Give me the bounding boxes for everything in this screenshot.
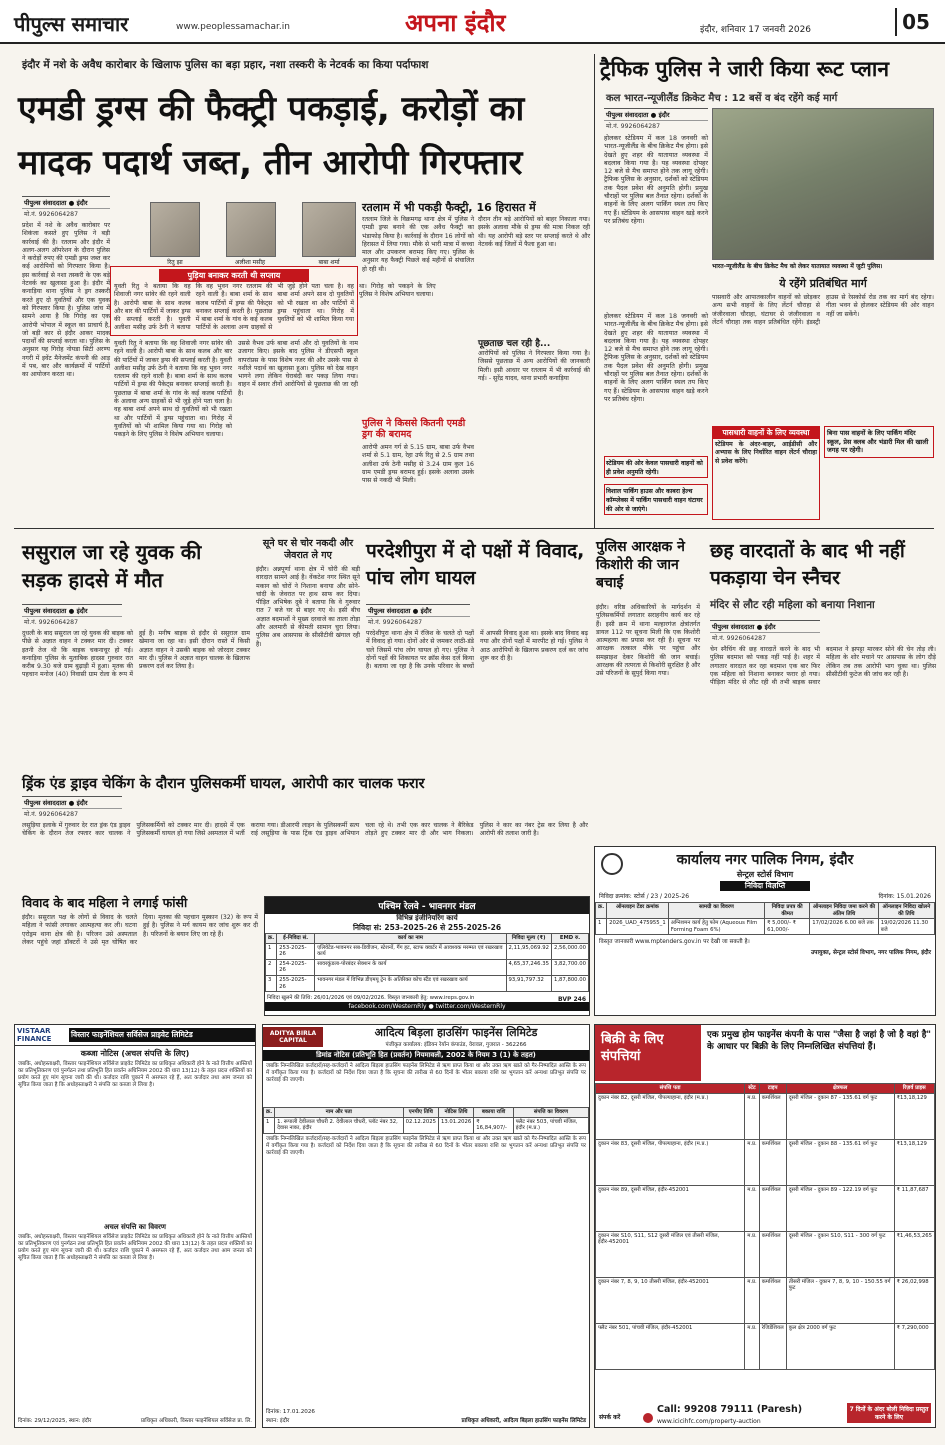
table-row [596, 1323, 935, 1369]
municipal-signature: उपायुक्त, सेन्ट्रल स्टोर्स विभाग, नगर पालिक निगम, इंदौर [810, 950, 931, 957]
chain-headline: छह वारदातों के बाद भी नहीं पकड़ाया चेन स्नैचर [710, 540, 905, 589]
railway-tender: निविदा सं: 253-2025-26 से 255-2025-26 [352, 923, 502, 932]
icici-url[interactable]: www.icicihfc.com/property-auction [657, 1418, 761, 1425]
railway-ad [264, 896, 590, 1016]
table-header-cell: ऑनलाइन टेंडर क्रमांक [607, 903, 669, 919]
website-link[interactable]: www.peoplessamachar.in [176, 22, 290, 32]
aditya-date: दिनांक: 17.01.2026 [266, 1409, 315, 1415]
drink-headline: ड्रिंक एंड ड्राइव चेकिंग के दौरान पुलिसकर्मी घायल, आरोपी कार चालक फरार [22, 776, 425, 792]
table-cell: म.प्र. [745, 1185, 760, 1231]
table-cell: म.प्र. [745, 1139, 760, 1185]
table-row [596, 1139, 935, 1185]
table-header-cell: निविदा मूल्य (₹) [506, 934, 551, 944]
table-cell: 93,91,797.32 [506, 975, 551, 991]
ratlam-text: रतलाम जिले के विक्रमगढ़ थाना क्षेत्र में पुलिस ने एमडी ड्रग्स बनाने की एक अवैध फैक्ट्री का भंडाफोड़ किया है। कार्रवाई के दौरान 16 लोगों को हिरासत में लिया गया। मौके से भारी मात्रा में कच्चा माल और उपकरण बरामद किए गए। पुलिस के अनुसार यह फैक्ट्री पिछले कई महीनों से संचालित हो रही थी। [362, 216, 474, 273]
table-row [266, 959, 589, 975]
drink-mobile: मो.नं. 9926064287 [24, 811, 79, 818]
icici-ad [594, 1024, 936, 1428]
clash-headline: परदेशीपुरा में दो पक्षों में विवाद, पांच लोग घायल [366, 540, 585, 589]
table-cell: 17/02/2026 6.00 बजे तक [810, 919, 878, 935]
table-cell: 2,11,95,069.92 [506, 943, 551, 959]
traffic-box-text: स्टेडियम के अंदर-बाहर, आईडीसी और अभ्यास के लिए निर्धारित वाहन लेंटर्न चौराहा से प्रवेश करेंगे। [715, 441, 817, 465]
table-header-cell: संपत्ति पता [596, 1084, 745, 1094]
table-cell: ₹ 11,87,687 [894, 1185, 934, 1231]
table-header-cell: संपत्ति का विवरण [513, 1108, 588, 1118]
table-header-cell: क्र. [596, 903, 607, 919]
rescue-headline: पुलिस आरक्षक ने किशोरी की जान बचाई [596, 539, 685, 591]
icici-table [595, 1083, 935, 1370]
vistaar-ad [14, 1024, 256, 1428]
vistaar-place: दिनांक: 29/12/2025, स्थान: इंदौर [18, 1418, 92, 1424]
traffic-photo [712, 108, 934, 260]
suicide-headline: विवाद के बाद महिला ने लगाई फांसी [22, 895, 188, 910]
table-header-cell: EMD रु. [551, 934, 588, 944]
icici-phone[interactable]: Call: 99208 79111 (Paresh) [657, 1404, 803, 1415]
table-cell: म.प्र. [745, 1231, 760, 1277]
municipal-ref: निविदा क्रमांक: स्टोर्स / 23 / 2025-26 [599, 893, 690, 900]
aditya-ad [262, 1024, 590, 1428]
theft-text: इंदौर। अन्नपूर्णा थाना क्षेत्र में चोरी की बड़ी वारदात सामने आई है। वेंकटेश नगर स्थित सूने मकान को चोरों ने निशाना बनाया और सोने-चांदी के जेवरात पर हाथ साफ कर दिया। पीड़ित अभिषेक दुबे ने बताया कि वे गुरुवार रात 7 बजे घर से बाहर गए थे। इसी बीच अज्ञात बदमाशों ने मुख्य दरवाजे का ताला तोड़ा और अलमारी से कीमती सामान चुरा लिया। पुलिस अब आसपास के सीसीटीवी खंगाल रही है। [256, 566, 360, 648]
brand-logo: पीपुल्स समाचार [14, 12, 129, 36]
table-cell: 3 [266, 975, 277, 991]
table-cell: 253-2025-26 [277, 943, 315, 959]
traffic-byline: पीपुल्स संवाददाता ● इंदौर [604, 108, 708, 121]
table-cell: 2,56,000.00 [551, 943, 588, 959]
municipal-subtitle: सेन्ट्रल स्टोर्स विभाग [736, 870, 794, 879]
municipal-notice: निविदा विज्ञप्ति [720, 881, 810, 891]
aditya-text-2: जबकि निम्नलिखित कर्जदारों/सह-कर्जदारों ने आदित्य बिड़ला हाउसिंग फाइनेंस लिमिटेड से ऋण प्राप्त किया था और उक्त ऋण खाते को गैर-निष्पादित आस्ति के रूप में वर्गीकृत किया गया है। कर्जदारों को निर्देश दिया जाता है कि सूचना की तारीख से 60 दिनों के भीतर बकाया राशि का भुगतान करें अन्यथा प्रतिभूत संपत्ति पर कार्रवाई की जाएगी। [266, 1135, 586, 1156]
table-cell: ₹ 26,02,998 [894, 1277, 934, 1323]
traffic-deck: कल भारत-न्यूजीलैंड क्रिकेट मैच : 12 बसें व बंद रहेंगे कई मार्ग [606, 93, 838, 104]
table-cell: तीसरी मंजिल - दुकान 7, 8, 9, 10 - 150.55 वर्ग फुट [786, 1277, 894, 1323]
vistaar-logo: VISTAAR FINANCE [17, 1027, 52, 1043]
aditya-company: आदित्य बिड़ला हाउसिंग फाइनेंस लिमिटेड [374, 1026, 538, 1039]
dateline: इंदौर, शनिवार 17 जनवरी 2026 [700, 25, 812, 35]
table-cell: एलिवेटेड-भावनगर सब-डिवीजन, स्टेशनों, गैंग हट, स्टाफ क्वार्टर में आवश्यक मरम्मत एवं रखरखाव कार्य [315, 943, 506, 959]
table-header-cell: ऑनलाइन निविदा जमा करने की अंतिम तिथि [810, 903, 878, 919]
vistaar-sign: प्राधिकृत अधिकारी, विस्तार फाइनेंशियल सर्विसेज प्रा. लि. [140, 1418, 252, 1424]
table-cell: फ्लैट नंबर 501, पांचवी मंजिल, इंदौर-452001 [596, 1323, 745, 1369]
table-cell: कमर्शियल [759, 1185, 786, 1231]
theft-headline: सूने घर से चोर नकदी और जेवरात ले गए [262, 538, 354, 561]
table-cell: दूसरी मंजिल - दुकान 87 - 135.61 वर्ग फुट [786, 1093, 894, 1139]
emblem-icon [601, 853, 623, 875]
table-header-cell: सामग्री का विवरण [668, 903, 764, 919]
table-row [596, 1277, 935, 1323]
rescue-text: इंदौर। वरिष्ठ अधिकारियों के मार्गदर्शन में पुलिसकर्मियों लगातार सराहनीय कार्य कर रहे हैं। इसी क्रम में थाना मल्हारगंज क्षेत्रांतर्गत डायल 112 पर सूचना मिली कि एक किशोरी आत्महत्या का प्रयास कर रही है। सूचना पर आरक्षक तत्काल मौके पर पहुंचा और समझाइश देकर किशोरी की जान बचाई। आरक्षक की तत्परता से किशोरी सुरक्षित है और उसे परिजनों के सुपुर्द किया गया। [596, 604, 700, 678]
table-cell: 255-2025-26 [277, 975, 315, 991]
accident-mobile: मो.नं. 9926064287 [24, 619, 79, 626]
table-header-cell: ऑनलाइन निविदा खोलने की तिथि [878, 903, 934, 919]
table-cell: 13.01.2026 [438, 1117, 473, 1133]
table-cell: कमर्शियल [759, 1277, 786, 1323]
seized-head: पुलिस ने किससे कितनी एमडी ड्रग की बरामद [362, 418, 466, 440]
table-header-cell: नोटिस तिथि [438, 1108, 473, 1118]
table-cell: दूसरी मंजिल - दुकान 88 - 135.61 वर्ग फुट [786, 1139, 894, 1185]
table-cell: सावरकुंडला-पोरबंदर सेक्शन के कार्य [315, 959, 506, 975]
table-row [266, 943, 589, 959]
table-cell: अग्निशमन कार्य हेतु फोम (Aqueous Film Forming Foam 6%) [668, 919, 764, 935]
traffic-text: होलकर स्टेडियम में कल 18 जनवरी को भारत-न्यूजीलैंड के बीच क्रिकेट मैच होगा। इसे देखते हुए शहर की यातायात व्यवस्था में बदलाव किया गया है। यह व्यवस्था दोपहर 12 बजे से मैच समाप्त होने तक लागू रहेगी। ट्रैफिक पुलिस के अनुसार, दर्शकों को स्टेडियम तक पैदल प्रवेश की अनुमति होगी। प्रमुख चौराहों पर पुलिस बल तैनात रहेगा। दर्शकों के वाहनों के लिए अलग पार्किंग स्थल तय किए गए हैं। स्टेडियम के आसपास वाहन खड़े करने पर प्रतिबंध रहेगा। [604, 134, 708, 225]
vistaar-text-2: जबकि, अधोहस्ताक्षरी, विस्तार फाइनेंशियल सर्विसेज प्राइवेट लिमिटेड का प्राधिकृत अधिकारी होने के नाते वित्तीय आस्तियों का प्रतिभूतिकरण एवं पुनर्गठन तथा प्रतिभूति हित प्रवर्तन अधिनियम 2002 की धारा 13(12) के तहत प्रदत्त शक्तियों का प्रयोग करते हुए मांग सूचना जारी की थी। कर्जदार राशि चुकाने में असफल रहे हैं, अतः कर्जदार तथा आम जनता को सूचित किया जाता है कि अधोहस्ताक्षरी ने संपत्ति का कब्जा ले लिया है। [18, 1234, 253, 1261]
table-cell: ₹1,46,53,265 [894, 1231, 934, 1277]
lead-byline: पीपुल्स संवाददाता ● इंदौर [22, 196, 110, 209]
section-title: अपना इंदौर [405, 9, 506, 37]
photo-caption-1: रितु झा [167, 259, 183, 266]
table-cell: ₹13,18,129 [894, 1093, 934, 1139]
railway-table [265, 933, 589, 992]
railway-title: विभिन्न इंजीनियरिंग कार्य [396, 914, 458, 922]
table-cell: ₹ 7,290,000 [894, 1323, 934, 1369]
column-divider [594, 54, 595, 528]
vistaar-text: जबकि, अधोहस्ताक्षरी, विस्तार फाइनेंशियल सर्विसेज प्राइवेट लिमिटेड का प्राधिकृत अधिकारी होने के नाते वित्तीय आस्तियों का प्रतिभूतिकरण एवं पुनर्गठन तथा प्रतिभूति हित प्रवर्तन अधिनियम 2002 की धारा 13(12) के तहत प्रदत्त शक्तियों का प्रयोग करते हुए मांग सूचना जारी की थी। कर्जदार राशि चुकाने में असफल रहे हैं, अतः कर्जदार तथा आम जनता को सूचित किया जाता है कि अधोहस्ताक्षरी ने संपत्ति का कब्जा ले लिया है। [18, 1061, 253, 1088]
table-cell: दूसरी मंजिल - दुकान S10, S11 - 300 वर्ग फुट [786, 1231, 894, 1277]
table-row [596, 1185, 935, 1231]
lead-box-title: पुड़िया बनाकर करती थी सप्लाय [159, 269, 309, 282]
table-cell: दुकान नंबर 82, दूसरी मंजिल, पीपल्याहाना, इंदौर (म.प्र.) [596, 1093, 745, 1139]
table-cell: 19/02/2026 11.30 बजे [878, 919, 934, 935]
table-cell: रेजिडेंशियल [759, 1323, 786, 1369]
drink-byline: पीपुल्स संवाददाता ● इंदौर [22, 796, 122, 809]
clash-byline: पीपुल्स संवाददाता ● इंदौर [366, 604, 470, 617]
aditya-sign: प्राधिकृत अधिकारी, आदित्य बिड़ला हाउसिंग फाइनेंस लिमिटेड [461, 1418, 586, 1424]
chain-mobile: मो.नं. 9926064287 [712, 635, 767, 642]
table-cell: कुल क्षेत्र 2000 वर्ग फुट [786, 1323, 894, 1369]
vistaar-company: विस्तार फाइनेंशियल सर्विसेज प्राइवेट लिमिटेड [69, 1028, 255, 1042]
table-cell: 1 [264, 1117, 275, 1133]
table-cell: फ्लैट नंबर 503, पांचवी मंजिल, इंदौर (म.प्र.) [513, 1117, 588, 1133]
municipal-date: दिनांक: 15.01.2026 [878, 893, 931, 900]
accident-headline: ससुराल जा रहे युवक की सड़क हादसे में मौत [22, 540, 202, 592]
aditya-table [263, 1107, 589, 1134]
page-number: 05 [895, 8, 935, 36]
table-cell: दुकान नंबर 7, 8, 9, 10 तीसरी मंजिल, इंदौर-452001 [596, 1277, 745, 1323]
municipal-title: कार्यालय नगर पालिक निगम, इंदौर [676, 852, 854, 868]
aditya-notice: डिमांड नोटिस (प्रतिभूति हित (प्रवर्तन) नियमावली, 2002 के नियम 3 (1) के तहत) [263, 1050, 589, 1061]
accident-byline: पीपुल्स संवाददाता ● इंदौर [22, 604, 122, 617]
clash-mobile: मो.नं. 9926064287 [368, 619, 423, 626]
suicide-text: इंदौर। ससुराल पक्ष के लोगों से विवाद के चलते महिला ने फांसी लगाकर आत्महत्या कर ली। घटना एरोड्रम थाना क्षेत्र की है। परिजन उसे अस्पताल लेकर पहुंचे जहां डॉक्टरों ने उसे मृत घोषित कर दिया। मृतका की पहचान मुस्कान (32) के रूप में हुई है। पुलिस ने मर्ग कायम कर जांच शुरू कर दी है। परिजनों के बयान लिए जा रहे हैं। [22, 914, 258, 946]
table-cell: 1,87,800.00 [551, 975, 588, 991]
chain-deck: मंदिर से लौट रही महिला को बनाया निशाना [710, 599, 875, 611]
photo-caption-3: बाबा शर्मा [318, 259, 340, 266]
traffic-photo-caption: भारत-न्यूजीलैंड के बीच क्रिकेट मैच को लेकर यातायात व्यवस्था में जुटी पुलिस। [712, 263, 883, 270]
table-cell: 1 [596, 919, 607, 935]
table-cell: 02.12.2025 [403, 1117, 438, 1133]
table-cell: दुकान नंबर S10, S11, S12 दूसरी मंजिल एवं तीसरी मंजिल, इंदौर-452001 [596, 1231, 745, 1277]
table-cell: म.प्र. [745, 1323, 760, 1369]
table-cell: ₹ 16,84,907/- [474, 1117, 514, 1133]
aditya-place: स्थान: इंदौर [266, 1418, 290, 1424]
icici-tag: 7 दिनों के अंदर बोली निविदा प्रस्तुत करने के लिए [847, 1403, 931, 1423]
table-cell: म.प्र. [745, 1093, 760, 1139]
table-row [266, 975, 589, 991]
lead-col1: प्रदेश में नशे के अवैध कारोबार पर शिकंजा कसते हुए पुलिस ने बड़ी कार्रवाई की है। रतलाम और इंदौर में अलग-अलग ऑपरेशन के दौरान पुलिस ने करोड़ों रुपए की एमडी ड्रग्स जब्त कर कई आरोपियों को गिरफ्तार किया है। इस कार्रवाई से नशा तस्करी के एक बड़े नेटवर्क का खुलासा हुआ है। इंदौर में कनाड़िया थाना पुलिस ने ड्रग तस्करी करते हुए दो युवतियों और एक युवक को गिरफ्तार किया है। पुलिस जांच में सामने आया है कि गिरोह का एक आरोपी भोपाल में स्कूल का प्राचार्य है, जो बड़ी कार से इंदौर आकर मादक पदार्थों की सप्लाई करता था। पुलिस के अनुसार यह गिरोह नोयडा सिटी अरण्य नगरी में इवेंट मैनेजमेंट कंपनी की आड़ में पब, बार और कार्यक्रमों में पार्टियों का आयोजन करता था। [22, 222, 110, 379]
traffic-headline: ट्रैफिक पुलिस ने जारी किया रूट प्लान [600, 57, 889, 81]
lead-col2: युवती रितु ने बताया कि वह शिवाजी नगर सांवेर की रहने वाली है। आरोपी बाबा के साथ कलब और बार की पार्टियों में जाकर ड्रग्स की सप्लाई करती है। युवती अलीशा मसीह उर्फ ठेनी ने बताया कि वह भुवन नगर रतलाम की रहने वाली है। बाबा शर्मा के साथ कलब पार्टियों में ड्रग्स की पैकेट्स बनाकर सप्लाई करती है। पूछताछ में बाबा शर्मा के गांव के कई कलब पार्टियों के अलावा अन्य ग्राहकों से भी जुड़े होने पता चला है। वह बाबा शर्मा अपने साथ दो युवतियों को भी रखता था और पार्टियों में ड्रग्स पहुंचाता था। गिरोह में युवतियों को भी शामिल किया गया था। गिरोह को पकड़ने के लिए पुलिस ने विशेष अभियान चलाया। [114, 340, 232, 439]
table-header-cell: बकाया राशि [474, 1108, 514, 1118]
lead-col5: दौरान तीन बड़े आरोपियों को बाहर निकाला गया। इसके अलावा मौके से ड्रग्स की मात्रा निकल रही थी। यह आरोपी बड़े स्तर पर सप्लाई करते थे और नेटवर्क कई जिलों में फैला हुआ था। [478, 216, 590, 248]
accused-photo-3 [302, 202, 356, 257]
table-cell: कमर्शियल [759, 1093, 786, 1139]
ratlam-head: रतलाम में भी पकड़ी फैक्ट्री, 16 हिरासत में [362, 201, 536, 214]
table-header-cell: स्टेट [745, 1084, 760, 1094]
table-cell: 254-2025-26 [277, 959, 315, 975]
table-row [596, 1093, 935, 1139]
table-cell: दुकान नंबर 89, दूसरी मंजिल, इंदौर-452001 [596, 1185, 745, 1231]
accused-photo-2 [226, 202, 276, 257]
table-cell: 1. रूपाली देवीलाल चौधरी 2. देवीलाल चौधरी, प्लॉट नंबर 32, देवास नाका, इंदौर [275, 1117, 404, 1133]
municipal-table [595, 902, 935, 935]
table-cell: 2026_UAD_475955_1 [607, 919, 669, 935]
table-cell: कमर्शियल [759, 1231, 786, 1277]
table-header-cell: एनपीए तिथि [403, 1108, 438, 1118]
traffic-mobile: मो.नं. 9926064287 [606, 123, 661, 130]
clash-text: परदेशीपुरा थाना क्षेत्र में रंजिश के चलते दो पक्षों में विवाद हो गया। दोनों ओर से जमकर लाठी-डंडे चले जिसमें पांच लोग घायल हो गए। पुलिस ने दोनों पक्षों की शिकायत पर क्रॉस केस दर्ज किया है। बताया जा रहा है कि उनके परिवार के बच्चों में आपसी विवाद हुआ था। इसके बाद विवाद बढ़ गया और दोनों पक्षों में मारपीट हो गई। पुलिस ने आठ आरोपियों के खिलाफ प्रकरण दर्ज कर जांच शुरू कर दी है। [366, 630, 588, 671]
chain-byline: पीपुल्स संवाददाता ● इंदौर [710, 620, 820, 633]
table-header-cell: क्र. [266, 934, 277, 944]
table-row [596, 919, 935, 935]
chain-text: चेन स्नैचिंग की छह वारदातें करने के बाद भी पुलिस बदमाश को पकड़ नहीं पाई है। शहर में लगातार वारदात कर रहा बदमाश एक बार फिर एक महिला को निशाना बनाकर फरार हो गया। पीड़िता मंदिर से लौट रही थी तभी बाइक सवार बदमाश ने झपट्टा मारकर सोने की चेन तोड़ ली। महिला के शोर मचाने पर आसपास के लोग दौड़े लेकिन तब तक आरोपी भाग चुका था। पुलिस सीसीटीवी फुटेज की जांच कर रही है। [710, 646, 936, 687]
accused-photo-1 [150, 202, 200, 257]
interrogation-text: आरोपियों को पुलिस ने गिरफ्तार किया गया है। जिससे पूछताछ में अन्य आरोपियों की जानकारी मिली। इसी आधार पर रतलाम में भी कार्रवाई की गई। - सुरेंद्र यादव, थाना प्रभारी कनाड़िया [478, 350, 590, 382]
table-cell: 2 [266, 959, 277, 975]
railway-code: BVP 246 [558, 996, 586, 1003]
table-header-cell: निविदा प्रपत्र की कीमत [765, 903, 810, 919]
lead-box [110, 266, 436, 336]
icici-intro: एक प्रमुख होम फाइनेंस कंपनी के पास "जैसा है जहां है जो है वहां है" के आधार पर बिक्री के लिए निम्नलिखित संपत्तियां हैं। [707, 1030, 931, 1052]
table-header-cell: रिज़र्व प्राइस [894, 1084, 934, 1094]
railway-social[interactable]: facebook.com/WesternRly ● twitter.com/WesternRly [265, 1002, 589, 1011]
table-row [596, 1231, 935, 1277]
photo-caption-2: अलीशा मसीह [234, 259, 266, 266]
masthead [0, 0, 945, 44]
lead-kicker: इंदौर में नशे के अवैध कारोबार के खिलाफ पुलिस का बड़ा प्रहार, नशा तस्करी के नेटवर्क का किया पर्दाफाश [22, 59, 429, 71]
table-cell: दूसरी मंजिल - दुकान 89 - 122.19 वर्ग फुट [786, 1185, 894, 1231]
table-header-cell: ई-निविदा सं. [277, 934, 315, 944]
traffic-subtext: पासवारी और आपातकालीन वाहनों को छोड़कर अन्य सभी वाहनों के लिए लेंटर्न चौराहा से जंजीरवाला चौराहा, घंटाघर से जंजीरवाला व लेंटर्न चौराहा तक वाहन प्रतिबंधित रहेंगे। इंडस्ट्री हाउस से रेसकोर्स रोड तक का मार्ग बंद रहेगा। गीता भवन से होलकर स्टेडियम की ओर वाहन नहीं जा सकेंगे। [712, 294, 934, 326]
lead-box-text: युवती रितु ने बताया कि वह शिवाजी नगर सांवेर की रहने वाली है। आरोपी बाबा के साथ कलब और बार की पार्टियों में जाकर ड्रग्स की सप्लाई करती है। युवती अलीशा मसीह उर्फ ठेनी ने बताया कि वह भुवन नगर रतलाम की रहने वाली है। बाबा शर्मा के साथ कलब पार्टियों में ड्रग्स की पैकेट्स बनाकर सप्लाई करती है। पूछताछ में बाबा शर्मा के गांव के कई कलब पार्टियों के अलावा अन्य ग्राहकों से भी जुड़े होने पता चला है। वह बाबा शर्मा अपने साथ दो युवतियों को भी रखता था और पार्टियों में ड्रग्स पहुंचाता था। गिरोह में युवतियों को भी शामिल किया गया था। गिरोह को पकड़ने के लिए पुलिस ने विशेष अभियान चलाया। [114, 283, 436, 332]
table-cell: ₹ 5,000/- ₹ 61,000/- [765, 919, 810, 935]
interrogation-head: पूछताछ चल रही है... [478, 339, 551, 349]
traffic-right-bullet: बिना पास वाहनों के लिए पार्किंग मंदिर स्कूल, प्रेस क्लब और भंडारी मिल की खाली जगह पर रहेगी। [824, 426, 934, 458]
table-cell: 1 [266, 943, 277, 959]
table-cell: ₹13,18,129 [894, 1139, 934, 1185]
lead-mobile: मो.नं. 9926064287 [24, 211, 79, 218]
table-cell: 3,82,700.00 [551, 959, 588, 975]
traffic-box-head: पासधारी वाहनों के लिए व्यवस्था [713, 427, 819, 439]
municipal-ad [594, 846, 936, 1016]
table-header-cell: क्षेत्रफल [786, 1084, 894, 1094]
table-cell: कमर्शियल [759, 1139, 786, 1185]
aditya-address: पंजीकृत कार्यालय: इंडियन रेयॉन कंपाउंड, वेरावल, गुजरात - 362266 [385, 1042, 527, 1048]
table-header-cell: नाम और पता [275, 1108, 404, 1118]
vistaar-notice-title: कब्जा नोटिस (अचल संपत्ति के लिए) [80, 1049, 190, 1058]
traffic-box [712, 426, 820, 520]
railway-footer: निविदा खुलने की तिथि: 26/01/2026 एवं 09/02/2026. विस्तृत जानकारी हेतु: www.ireps.gov.in [267, 995, 475, 1002]
table-header-cell: कार्य का नाम [315, 934, 506, 944]
aditya-logo: ADITYA BIRLA CAPITAL [263, 1027, 323, 1047]
traffic-bullet-1: स्टेडियम की ओर केवल पासधारी वाहनों को ही प्रवेश अनुमति रहेगी। [604, 456, 708, 478]
table-cell: भावनगर मंडल में विभिन्न डीएमयू ट्रेन के अतिरिक्त कोच स्टैंड एवं रखरखाव कार्य [315, 975, 506, 991]
table-row [264, 1117, 589, 1133]
municipal-note: विस्तृत जानकारी www.mptenders.gov.in पर देखी जा सकती है। [599, 939, 750, 946]
traffic-bullet-2: विशाल पार्किंग हाउस और काबरा हेल्थ कॉम्प्लेक्स में पार्किंग पासधारी वाहन घंटाघर की ओर से जाएंगे। [604, 484, 708, 515]
table-cell: 4,65,37,246.35 [506, 959, 551, 975]
icici-side-title: बिक्री के लिए संपत्तियां [595, 1025, 701, 1081]
table-cell: म.प्र. [745, 1277, 760, 1323]
section-divider [14, 528, 934, 529]
icici-contact-label: संपर्क करें [599, 1414, 621, 1421]
aditya-text: जबकि निम्नलिखित कर्जदारों/सह-कर्जदारों ने आदित्य बिड़ला हाउसिंग फाइनेंस लिमिटेड से ऋण प्राप्त किया था और उक्त ऋण खाते को गैर-निष्पादित आस्ति के रूप में वर्गीकृत किया गया है। कर्जदारों को निर्देश दिया जाता है कि सूचना की तारीख से 60 दिनों के भीतर बकाया राशि का भुगतान करें अन्यथा प्रतिभूत संपत्ति पर कार्रवाई की जाएगी। [266, 1063, 586, 1083]
railway-org: पश्चिम रेलवे - भावनगर मंडल [265, 897, 589, 914]
table-cell: दुकान नंबर 83, दूसरी मंजिल, पीपल्याहाना, इंदौर (म.प्र.) [596, 1139, 745, 1185]
table-header-cell: टाइप [759, 1084, 786, 1094]
table-header-cell: क्र. [264, 1108, 275, 1118]
traffic-more: होलकर स्टेडियम में कल 18 जनवरी को भारत-न्यूजीलैंड के बीच क्रिकेट मैच होगा। इसे देखते हुए शहर की यातायात व्यवस्था में बदलाव किया गया है। यह व्यवस्था दोपहर 12 बजे से मैच समाप्त होने तक लागू रहेगी। ट्रैफिक पुलिस के अनुसार, दर्शकों को स्टेडियम तक पैदल प्रवेश की अनुमति होगी। प्रमुख चौराहों पर पुलिस बल तैनात रहेगा। दर्शकों के वाहनों के लिए अलग पार्किंग स्थल तय किए गए हैं। स्टेडियम के आसपास वाहन खड़े करने पर प्रतिबंध रहेगा। [604, 312, 708, 403]
phone-icon [643, 1413, 653, 1423]
vistaar-property-head: अचल संपत्ति का विवरण [104, 1223, 166, 1231]
lead-headline: एमडी ड्रग्स की फैक्ट्री पकड़ाई, करोड़ों का मादक पदार्थ जब्त, तीन आरोपी गिरफ्तार [18, 89, 525, 183]
lead-col3: उससे वैभव उर्फ बाबा शर्मा और दो युवतियों के नाम उजागर किए। इसके बाद पुलिस ने डीएसपी स्कूल वापरांप्रस के पास विशेष नजर की और उसके पास से नशीले पदार्थ का खुलासा हुआ। पुलिस को देख वाहन भागने लगा लेकिन घेराबंदी कर पकड़ लिया गया। वाहन में सवार तीनों आरोपियों से पूछताछ की जा रही है। [238, 340, 358, 397]
seized-text: आरोपी अमन गर्ग से 5.15 ग्राम, बाबा उर्फ वैभव शर्मा से 5.1 ग्राम, रेहा उर्फ रितु से 2.5 ग्राम तथा अलीशा उर्फ ठेनी मसीह से 3.24 ग्राम कुल 16 ग्राम एमडी ड्रग्स बरामद हुई। इसके अलावा उसके पास से नकदी भी मिली। [362, 444, 474, 485]
drink-text: लसूड़िया इलाके में गुरुवार देर रात ड्रंक एंड ड्राइव चेकिंग के दौरान तेज रफ्तार कार चालक ने पुलिसकर्मियों को टक्कर मार दी। हादसे में एक पुलिसकर्मी घायल हो गया जिसे अस्पताल में भर्ती कराया गया। डीआरपी लाइन के पुलिसकर्मी सत्य राई लसूड़िया के पास ट्रिंक एंड ड्राइव अभियान चला रहे थे। तभी एक कार चालक ने बैरिकेड तोड़ते हुए टक्कर मार दी और भाग निकला। पुलिस ने कार का नंबर ट्रेस कर लिया है और आरोपी की तलाश जारी है। [22, 822, 588, 838]
traffic-subhead: ये रहेंगे प्रतिबंधित मार्ग [779, 277, 867, 290]
accident-text: दुधली के बाद ससुराल जा रहे युवक की बाइक को पीछे से अज्ञात वाहन ने टक्कर मार दी। टक्कर इतनी तेज थी कि बाइक चकनाचूर हो गई। कनाड़िया पुलिस के मुताबिक हादसा गुरुवार रात करीब 9.30 बजे ग्राम बुढ़ाड़ी में हुआ। मृतक की पहचान मनोज (40) निवासी ग्राम रोला के रूप में हुई है। मनीष बाइक से इंदौर से ससुराल ग्राम खेमाना जा रहा था। इसी दौरान रास्ते में किसी अज्ञात वाहन ने उसकी बाइक को जोरदार टक्कर मार दी। पुलिस ने अज्ञात वाहन चालक के खिलाफ प्रकरण दर्ज कर लिया है। [22, 630, 250, 679]
